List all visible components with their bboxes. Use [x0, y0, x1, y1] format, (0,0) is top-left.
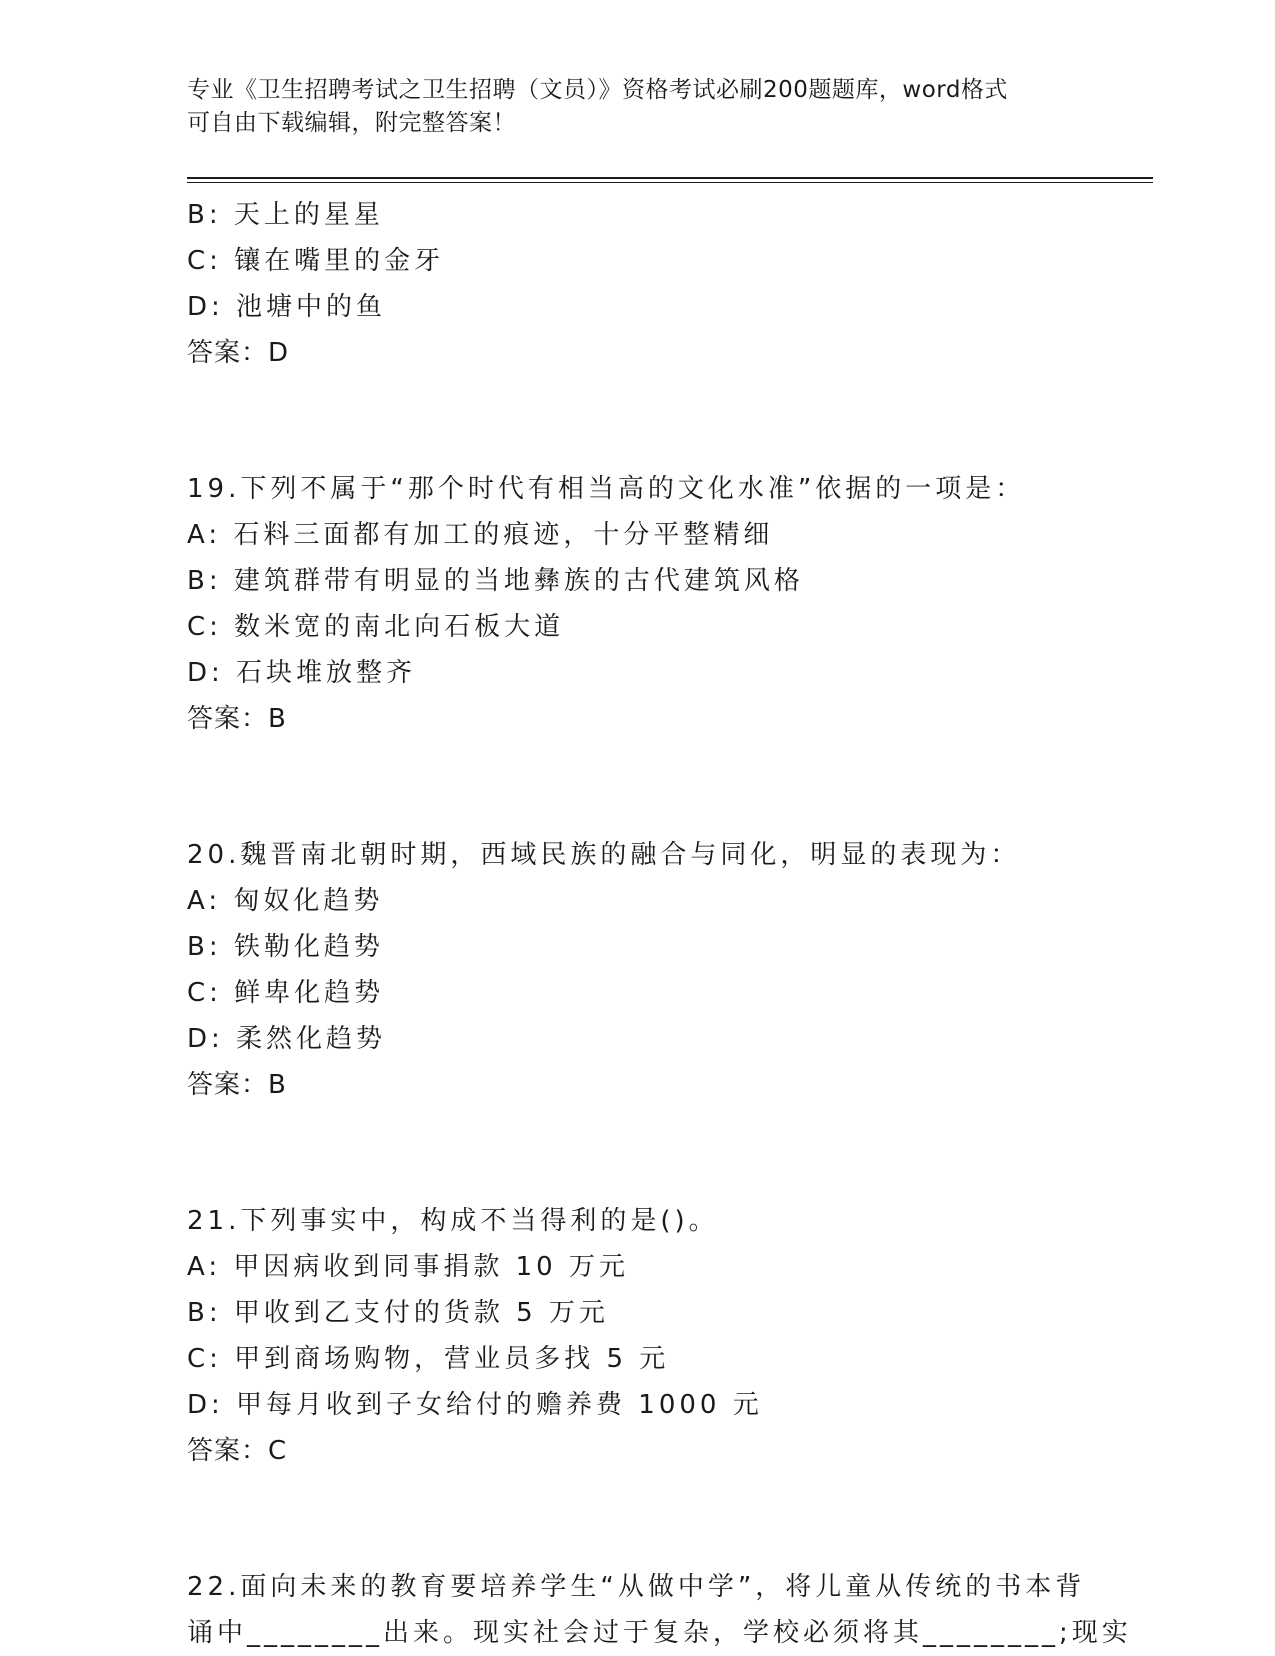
option-d: D: 石块堆放整齐 — [187, 658, 417, 688]
spacer — [187, 376, 1087, 466]
answer-line: 答案：B — [187, 1070, 287, 1100]
answer-line: 答案：D — [187, 338, 290, 368]
header-title-line1: 专业《卫生招聘考试之卫生招聘（文员）》资格考试必刷200题题库，word格式 — [187, 77, 1008, 103]
option-b: B: 天上的星星 — [187, 200, 384, 230]
option-c: C: 鲜卑化趋势 — [187, 978, 385, 1008]
question-22 — [187, 1564, 1132, 1656]
option-c: C: 甲到商场购物，营业员多找 5 元 — [187, 1344, 670, 1374]
question-21 — [187, 1198, 1087, 1474]
answer-line: 答案：C — [187, 1436, 288, 1466]
question-stem-line2: 诵中________出来。现实社会过于复杂，学校必须将其________;现实 — [187, 1618, 1132, 1648]
question-stem: 21.下列事实中，构成不当得利的是()。 — [187, 1206, 719, 1236]
header-divider-thick — [187, 177, 1153, 179]
spacer — [187, 742, 1087, 832]
option-d: D: 柔然化趋势 — [187, 1024, 387, 1054]
option-c: C: 镶在嘴里的金牙 — [187, 246, 445, 276]
question-stem: 20.魏晋南北朝时期，西域民族的融合与同化，明显的表现为： — [187, 840, 1021, 870]
option-d: D: 池塘中的鱼 — [187, 292, 387, 322]
question-20 — [187, 832, 1087, 1108]
carryover-question — [187, 192, 1087, 376]
option-b: B: 甲收到乙支付的货款 5 万元 — [187, 1298, 609, 1328]
option-a: A: 石料三面都有加工的痕迹，十分平整精细 — [187, 520, 774, 550]
option-d: D: 甲每月收到子女给付的赡养费 1000 元 — [187, 1390, 763, 1420]
document-header — [187, 74, 1087, 140]
question-stem-line1: 22.面向未来的教育要培养学生“从做中学”，将儿童从传统的书本背 — [187, 1572, 1086, 1602]
answer-line: 答案：B — [187, 704, 287, 734]
option-b: B: 铁勒化趋势 — [187, 932, 384, 962]
spacer — [187, 1108, 1087, 1198]
option-a: A: 甲因病收到同事捐款 10 万元 — [187, 1252, 629, 1282]
question-stem: 19.下列不属于“那个时代有相当高的文化水准”依据的一项是： — [187, 474, 1026, 504]
spacer — [187, 1474, 1087, 1564]
option-c: C: 数米宽的南北向石板大道 — [187, 612, 565, 642]
question-content — [187, 192, 1132, 1656]
option-a: A: 匈奴化趋势 — [187, 886, 384, 916]
header-divider-thin — [187, 182, 1153, 183]
option-b: B: 建筑群带有明显的当地彝族的古代建筑风格 — [187, 566, 804, 596]
question-19 — [187, 466, 1087, 742]
header-title-line2: 可自由下载编辑，附完整答案！ — [187, 110, 516, 136]
